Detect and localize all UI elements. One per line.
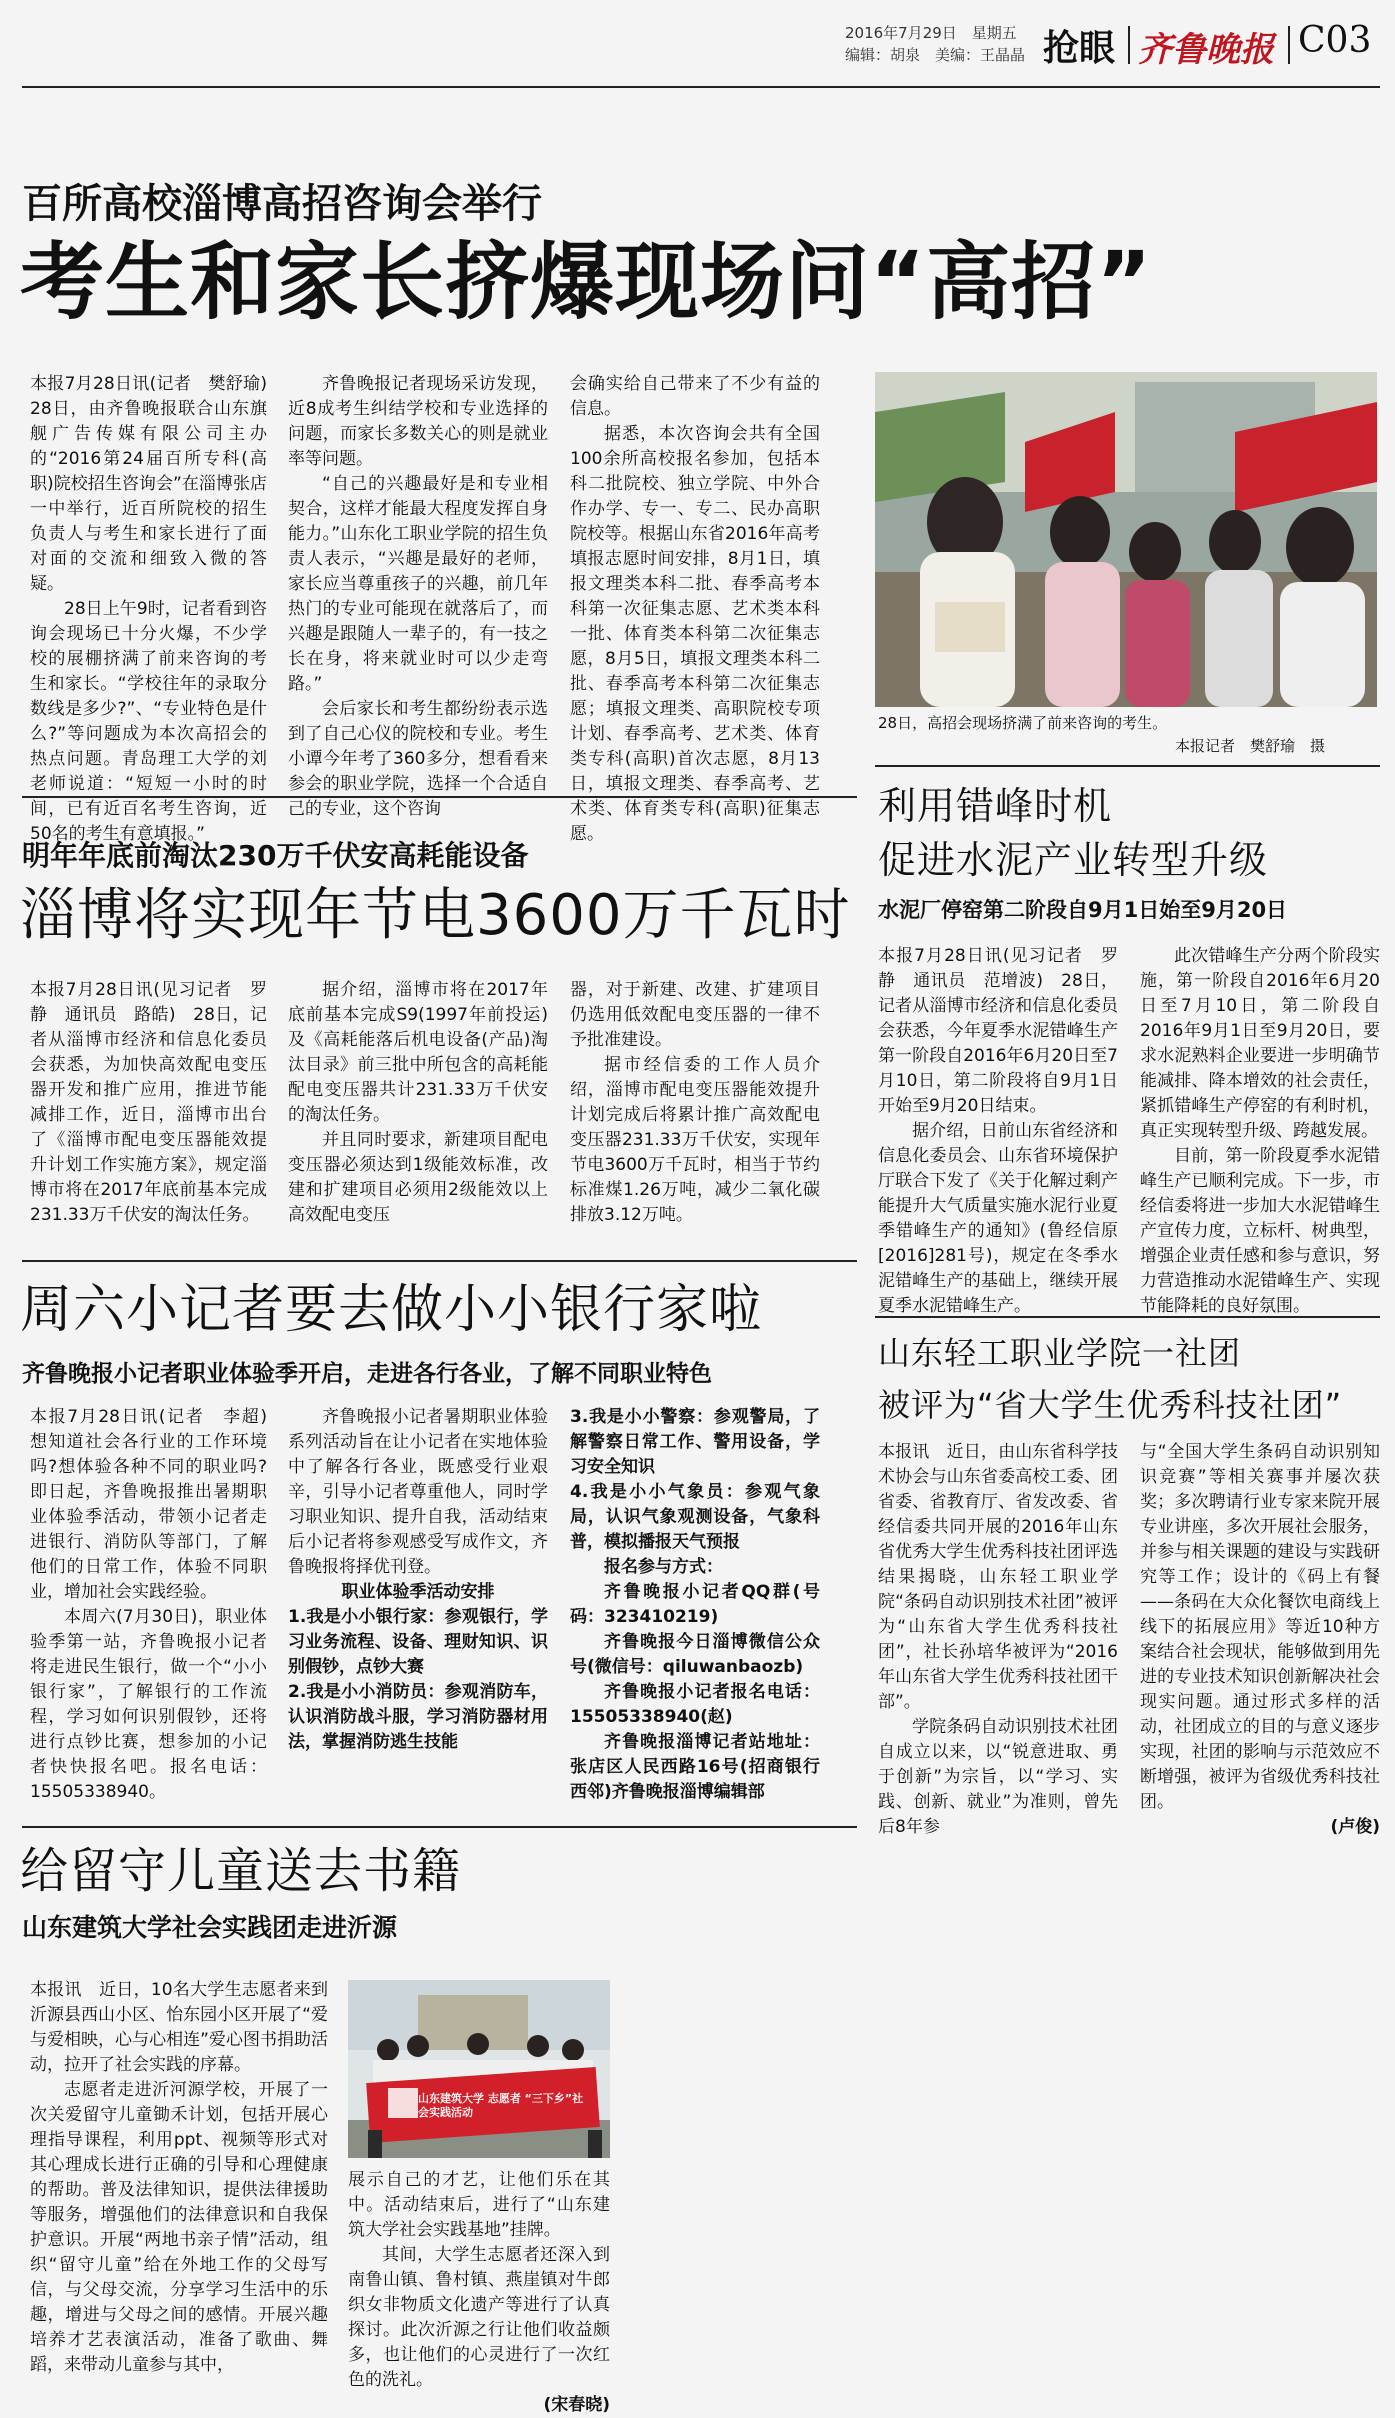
story4-item-3: 3.我是小小警察：参观警局，了解警察日常工作、警用设备，学习安全知识 (570, 1407, 820, 1477)
story6-photo-banner-text: 山东建筑大学 志愿者 “三下乡”社会实践活动 (418, 2092, 584, 2119)
story3-bottom-rule (875, 1316, 1380, 1318)
story1-col3 (570, 372, 820, 844)
story4-item-1: 1.我是小小银行家：参观银行，学习业务流程、设备、理财知识、识别假钞，点钞大赛 (288, 1607, 548, 1677)
story3-subhead: 水泥厂停窑第二阶段自9月1日始至9月20日 (878, 898, 1288, 922)
story6-col2 (348, 2168, 610, 2415)
story3-col2-p1: 此次错峰生产分两个阶段实施，第一阶段自2016年6月20日至7月10日，第二阶段自2016年9月1日至9月20日，要求水泥熟料企业要进一步明确节能减排、降本增效的社会责任，紧抓错峰生产停窑的有利时机，真正实现转型升级、跨越发展。 (1140, 946, 1380, 1141)
masthead-divider-2 (1288, 26, 1290, 64)
story1-col3-p2: 据悉，本次咨询会共有全国100余所高校报名参加，包括本科二批院校、独立学院、中外合作办学、专一、专二、民办高职院校等。根据山东省2016年高考填报志愿时间安排，8月1日，填报文理类本科二批、春季高考本科第一次征集志愿、艺术类本科一批、体育类本科第二次征集志愿，8月5日，填报文理类本科二批、春季高考本科第二次征集志愿；填报文理类、高职院校专项计划、春季高考、艺术类、体育类专科(高职)首次志愿，8月13日，填报文理类、春季高考、艺术类、体育类专科(高职)征集志愿。 (570, 424, 820, 844)
masthead-divider-1 (1128, 26, 1130, 64)
story2-col3 (570, 978, 820, 1248)
story6-subhead: 山东建筑大学社会实践团走进沂源 (22, 1913, 398, 1942)
story1-headline: 考生和家长挤爆现场问“高招” (20, 233, 1153, 331)
story2-kicker: 明年年底前淘汰230万千伏安高耗能设备 (22, 839, 529, 872)
story4-signup-title: 报名参与方式： (604, 1557, 723, 1577)
story1-col2-p1: 齐鲁晚报记者现场采访发现，近8成考生纠结学校和专业选择的问题，而家长多数关心的则是就业率等问题。 (288, 374, 548, 469)
page-number: C03 (1298, 20, 1372, 61)
story6-col1-p2: 志愿者走进沂河源学校，开展了一次关爱留守儿童锄禾计划，包括开展心理指导课程，利用ppt、视频等形式对其心理成长进行正确的引导和心理健康的帮助。普及法律知识，提供法律援助等服务，增强他们的法律意识和自我保护意识。开展“两地书亲子情”活动，组织“留守儿童”给在外地工作的父母写信，与父母交流，分享学习生活中的乐趣，增进与父母之间的感情。开展兴趣培养才艺表演活动，准备了歌曲、舞蹈，来带动儿童参与其中， (30, 2080, 328, 2375)
masthead (0, 0, 1395, 80)
story5-col1 (878, 1440, 1118, 1837)
story6-byline: (宋春晓) (543, 2395, 610, 2415)
story3-col1-p2: 据介绍，日前山东省经济和信息化委员会、山东省环境保护厅联合下发了《关于化解过剩产能提升大气质量实施水泥行业夏季错峰生产的通知》(鲁经信原[2016]281号)，规定在冬季水泥错峰生产的基础上，继续开展夏季水泥错峰生产。 (878, 1121, 1118, 1316)
story2-bottom-rule (22, 1260, 857, 1262)
story1-col1 (30, 372, 284, 844)
story6-headline: 给留守儿童送去书籍 (20, 1843, 462, 1899)
editors-line: 编辑：胡泉 美编：王晶晶 (845, 46, 1026, 64)
story5-headline-line1: 山东轻工职业学院一社团 (878, 1334, 1242, 1372)
story6-photo (348, 1980, 610, 2158)
story1-kicker: 百所高校淄博高招咨询会举行 (22, 181, 542, 227)
story4-signup-2: 齐鲁晚报今日淄博微信公众号(微信号：qiluwanbaozb) (570, 1632, 820, 1677)
story2-col2-p1: 据介绍，淄博市将在2017年底前基本完成S9(1997年前投运)及《高耗能落后机电设备(产品)淘汰目录》前三批中所包含的高耗能配电变压器共计231.33万千伏安的淘汰任务。 (288, 980, 548, 1125)
story4-col1 (30, 1405, 284, 1835)
story4-item-4: 4.我是小小气象员：参观气象局，认识气象观测设备，气象科普，模拟播报天气预报 (570, 1482, 820, 1552)
story3-headline-line1: 利用错峰时机 (878, 784, 1113, 828)
story6-col2-p2: 其间，大学生志愿者还深入到南鲁山镇、鲁村镇、燕崖镇对牛郎织女非物质文化遗产等进行了认真探讨。此次沂源之行让他们收益颇多，也让他们的心灵进行了一次红色的洗礼。 (348, 2245, 610, 2390)
story5-headline-line2: 被评为“省大学生优秀科技社团” (878, 1386, 1343, 1424)
crowd-photo-illustration (875, 372, 1377, 707)
story3-headline-line2: 促进水泥产业转型升级 (878, 838, 1269, 882)
story1-col1-p2: 28日上午9时，记者看到咨询会现场已十分火爆，不少学校的展棚挤满了前来咨询的考生和家长。“学校往年的录取分数线是多少?”、“专业特色是什么?”等问题成为本次高招会的热点问题。青岛理工大学的刘老师说道：“短短一小时的时间，已有近百名考生咨询，近50名的考生有意填报。” (30, 599, 267, 844)
story4-schedule-title: 职业体验季活动安排 (341, 1582, 495, 1602)
story5-byline: (卢俊) (1330, 1817, 1380, 1837)
issue-date: 2016年7月29日 星期五 (845, 24, 1017, 42)
story3-col2-p2: 目前，第一阶段夏季水泥错峰生产已顺利完成。下一步，市经信委将进一步加大水泥错峰生产宣传力度，立标杆、树典型，增强企业责任感和参与意识，努力营造推动水泥错峰生产、实现节能降耗的良好氛围。 (1140, 1146, 1380, 1316)
story2-col3-p2: 据市经信委的工作人员介绍，淄博市配电变压器能效提升计划完成后将累计推广高效配电变压器231.33万千伏安，实现年节电3600万千瓦时，相当于节约标准煤1.26万吨，减少二氧化碳排放3.12万吨。 (570, 1055, 820, 1225)
story4-col1-p1: 本报7月28日讯(记者 李超) 想知道社会各行业的工作环境吗?想体验各种不同的职业吗?即日起，齐鲁晚报推出暑期职业体验季活动，带领小记者走进银行、消防队等部门，了解他们的日常工作，体验不同职业，增加社会实践经验。 (30, 1407, 284, 1602)
story4-col2 (288, 1405, 548, 1835)
story1-photo-credit: 本报记者 樊舒瑜 摄 (1175, 737, 1326, 755)
story2-col1 (30, 978, 267, 1248)
story4-bottom-rule (22, 1826, 857, 1828)
story5-col2-p1: 与“全国大学生条码自动识别知识竞赛”等相关赛事并屡次获奖；多次聘请行业专家来院开展专业讲座，多次开展社会服务，并参与相关课题的建设与实践研究等工作；设计的《码上有餐——条码在大众化餐饮电商线上线下的拓展应用》等近10种方案结合社会现状，能够做到用先进的专业技术知识创新解决社会现实问题。通过形式多样的活动，社团成立的目的与意义逐步实现，社团的影响与示范效应不断增强，被评为省级优秀科技社团。 (1140, 1442, 1380, 1812)
story6-col1 (30, 1978, 328, 2383)
section-name: 抢眼 (1043, 28, 1116, 69)
story4-signup-3: 齐鲁晚报小记者报名电话：15505338940(赵) (570, 1682, 820, 1727)
story5-col1-p1: 本报讯 近日，由山东省科学技术协会与山东省委高校工委、团省委、省教育厅、省发改委、省经信委共同开展的2016年山东省优秀大学生优秀科技社团评选结果揭晓，山东轻工职业学院“条码自动识别技术社团”被评为“山东省大学生优秀科技社团”，社长孙培华被评为“2016年山东省大学生优秀科技社团干部”。 (878, 1442, 1118, 1712)
masthead-rule (22, 86, 1380, 88)
story2-col2-p2: 并且同时要求，新建项目配电变压器必须达到1级能效标准，改建和扩建项目必须用2级能效以上高效配电变压 (288, 1130, 548, 1225)
story4-headline: 周六小记者要去做小小银行家啦 (20, 1280, 763, 1340)
story3-top-rule (875, 765, 1380, 767)
paper-logo: 齐鲁晚报 (1138, 30, 1274, 70)
story4-col3 (570, 1405, 820, 1835)
story3-col2 (1140, 944, 1380, 1316)
story3-col1 (878, 944, 1118, 1316)
story1-col3-p1: 会确实给自己带来了不少有益的信息。 (570, 374, 820, 419)
story6-col1-p1: 本报讯 近日，10名大学生志愿者来到沂源县西山小区、怡东园小区开展了“爱与爱相映，心与心相连”爱心图书捐助活动，拉开了社会实践的序幕。 (30, 1980, 328, 2075)
story2-col2 (288, 978, 548, 1248)
story2-col3-p1: 器，对于新建、改建、扩建项目仍选用低效配电变压器的一律不予批准建设。 (570, 980, 820, 1050)
story2-headline: 淄博将实现年节电3600万千瓦时 (20, 883, 851, 948)
story6-col2-p1: 展示自己的才艺，让他们乐在其中。活动结束后，进行了“山东建筑大学社会实践基地”挂牌。 (348, 2170, 610, 2240)
story4-col1-p2: 本周六(7月30日)，职业体验季第一站，齐鲁晚报小记者将走进民生银行，做一个“小小银行家”，了解银行的工作流程，学习如何识别假钞，还将进行点钞比赛，想参加的小记者快快报名吧。报名电话：15505338940。 (30, 1607, 267, 1802)
story1-col2-p3: 会后家长和考生都纷纷表示选到了自己心仪的院校和专业。考生小谭今年考了360多分，想看看来参会的职业学院，选择一个合适自己的专业，这个咨询 (288, 699, 548, 819)
volunteer-group-photo-illustration (348, 1980, 610, 2158)
story3-col1-p1: 本报7月28日讯(见习记者 罗静 通讯员 范增波) 28日，记者从淄博市经济和信息化委员会获悉，今年夏季水泥错峰生产第一阶段自2016年6月20日至7月10日，第二阶段将自9月1日开始至9月20日结束。 (878, 946, 1118, 1116)
story2-col1-p1: 本报7月28日讯(见习记者 罗静 通讯员 路皓) 28日，记者从淄博市经济和信息化委员会获悉，为加快高效配电变压器开发和推广应用，推进节能减排工作，近日，淄博市出台了《淄博市配电变压器能效提升计划工作实施方案》，规定淄博市将在2017年底前基本完成231.33万千伏安的淘汰任务。 (30, 980, 267, 1225)
story4-col2-intro: 齐鲁晚报小记者暑期职业体验系列活动旨在让小记者在实地体验中了解各行各业，既感受行业艰辛，引导小记者尊重他人，同时学习职业知识、提升自我，活动结束后小记者将参观感受写成作文，齐鲁晚报将择优刊登。 (288, 1407, 548, 1577)
story1-photo (875, 372, 1377, 707)
story4-item-2: 2.我是小小消防员：参观消防车，认识消防战斗服，学习消防器材用法，掌握消防逃生技能 (288, 1682, 548, 1752)
story5-col1-p2: 学院条码自动识别技术社团自成立以来，以“锐意进取、勇于创新”为宗旨，以“学习、实践、创新、就业”为准则，曾先后8年参 (878, 1717, 1118, 1837)
story1-bottom-rule (22, 796, 857, 798)
story1-col2 (288, 372, 548, 819)
story5-col2 (1140, 1440, 1380, 1837)
story4-signup-4: 齐鲁晚报淄博记者站地址：张店区人民西路16号(招商银行西邻)齐鲁晚报淄博编辑部 (570, 1732, 820, 1802)
story1-photo-caption: 28日，高招会现场挤满了前来咨询的考生。 (878, 714, 1168, 732)
story4-subhead: 齐鲁晚报小记者职业体验季开启，走进各行各业，了解不同职业特色 (22, 1361, 712, 1387)
story4-signup-1: 齐鲁晚报小记者QQ群(号码：323410219) (570, 1582, 820, 1627)
story1-col1-p1: 本报7月28日讯(记者 樊舒瑜) 28日，由齐鲁晚报联合山东旗舰广告传媒有限公司主办的“2016第24届百所专科(高职)院校招生咨询会”在淄博张店一中举行，近百所院校的招生负责人与考生和家长进行了面对面的交流和细致入微的答疑。 (30, 374, 284, 594)
story1-col2-p2: “自己的兴趣最好是和专业相契合，这样才能最大程度发挥自身能力。”山东化工职业学院的招生负责人表示，“兴趣是最好的老师，家长应当尊重孩子的兴趣，前几年热门的专业可能现在就落后了，而兴趣是跟随人一辈子的，有一技之长在身，将来就业时可以少走弯路。” (288, 474, 548, 694)
